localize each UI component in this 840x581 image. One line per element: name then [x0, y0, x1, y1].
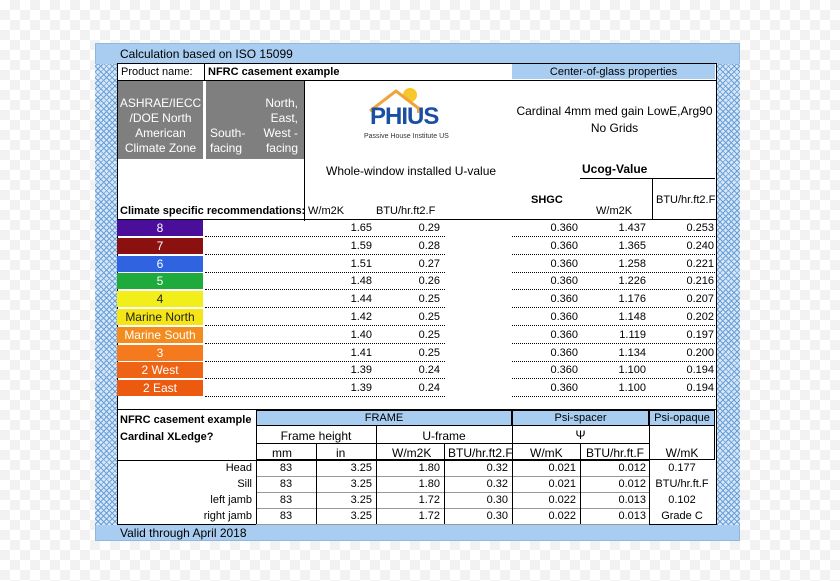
unit-ucog-wm2k: W/m2K — [596, 205, 633, 217]
row-separator — [205, 307, 445, 308]
frame-height-label: Frame height — [280, 429, 352, 443]
zone-ucog-ip: 0.207 — [686, 293, 714, 305]
frame-mm: 83 — [279, 462, 293, 474]
psi-opaque-value: 0.177 — [668, 462, 696, 474]
psi-si: 0.021 — [548, 478, 576, 490]
row-separator — [512, 272, 715, 273]
col-wmk-opaque: W/mK — [665, 446, 699, 460]
row-separator — [205, 361, 445, 362]
frame-column-divider — [649, 460, 650, 524]
other-facing-label: North, East, West - facing — [263, 96, 298, 155]
zone-u-ip: 0.29 — [418, 222, 440, 234]
zone-u-ip: 0.25 — [418, 329, 440, 341]
zone-label: 4 — [117, 291, 203, 307]
zone-shgc: 0.360 — [550, 240, 578, 252]
frame-title-2: Cardinal XLedge? — [120, 431, 214, 443]
frame-row-separator — [256, 524, 649, 525]
frame-in: 3.25 — [350, 462, 372, 474]
zone-ucog-si: 1.176 — [618, 293, 646, 305]
zone-u-si: 1.51 — [350, 258, 372, 270]
psi-si: 0.022 — [548, 494, 576, 506]
zone-ucog-si: 1.258 — [618, 258, 646, 270]
frame-row-separator — [256, 492, 649, 493]
zone-u-ip: 0.28 — [418, 240, 440, 252]
zone-shgc: 0.360 — [550, 258, 578, 270]
left-border-pattern — [95, 64, 118, 525]
frame-u-ip: 0.32 — [486, 462, 508, 474]
phius-logo — [366, 85, 458, 145]
frame-row-separator — [256, 476, 649, 477]
zone-ucog-si: 1.437 — [618, 222, 646, 234]
unit-wm2k: W/m2K — [308, 205, 345, 217]
zone-u-ip: 0.24 — [418, 364, 440, 376]
frame-column-divider — [316, 460, 317, 524]
right-border-pattern — [717, 64, 740, 525]
row-separator — [512, 236, 715, 237]
frame-column-divider — [580, 460, 581, 524]
zone-label: 2 East — [117, 380, 203, 396]
psi-si: 0.021 — [548, 462, 576, 474]
zone-label: 7 — [117, 238, 203, 254]
col-wm2k: W/m2K — [392, 446, 432, 460]
row-separator — [512, 254, 715, 255]
center-of-glass-title: Center-of-glass properties — [549, 66, 678, 78]
frame-u-si: 1.72 — [418, 494, 440, 506]
zone-u-si: 1.39 — [350, 382, 372, 394]
zone-ucog-ip: 0.197 — [686, 329, 714, 341]
psi-ip: 0.013 — [618, 510, 646, 522]
frame-mm: 83 — [279, 494, 293, 506]
zone-shgc: 0.360 — [550, 364, 578, 376]
zone-shgc: 0.360 — [550, 222, 578, 234]
frame-in: 3.25 — [350, 510, 372, 522]
zone-label: 6 — [117, 256, 203, 272]
zone-label: 3 — [117, 345, 203, 361]
row-separator — [205, 325, 445, 326]
zone-u-si: 1.59 — [350, 240, 372, 252]
row-separator — [205, 272, 445, 273]
frame-u-ip: 0.30 — [486, 494, 508, 506]
zone-label: Marine North — [117, 309, 203, 325]
row-separator — [512, 307, 715, 308]
row-separator — [205, 343, 445, 344]
frame-in: 3.25 — [350, 478, 372, 490]
zone-ucog-ip: 0.194 — [686, 364, 714, 376]
zone-shgc: 0.360 — [550, 382, 578, 394]
frame-row-label: Head — [225, 462, 252, 474]
frame-row-label: Sill — [237, 478, 252, 490]
row-separator — [512, 361, 715, 362]
product-label: Product name: — [121, 66, 193, 78]
row-separator — [512, 289, 715, 290]
psi-spacer-header: Psi-spacer — [554, 412, 607, 424]
frame-row-label: right jamb — [203, 510, 252, 522]
zone-label: 8 — [117, 220, 203, 236]
psi-ip: 0.012 — [618, 478, 646, 490]
row-separator — [205, 236, 445, 237]
zone-u-si: 1.41 — [350, 347, 372, 359]
unit-shgc: SHGC — [531, 194, 563, 206]
zone-shgc: 0.360 — [550, 293, 578, 305]
glazing-line-1: Cardinal 4mm med gain LowE,Arg90 — [516, 104, 713, 118]
psi-opaque-value: BTU/hr.ft.F — [655, 478, 709, 490]
zone-label: Marine South — [117, 327, 203, 343]
zone-u-si: 1.48 — [350, 275, 372, 287]
psi-opaque-header: Psi-opaque — [654, 412, 710, 424]
frame-u-si: 1.80 — [418, 478, 440, 490]
frame-u-ip: 0.30 — [486, 510, 508, 522]
frame-column-divider — [376, 460, 377, 524]
zone-u-ip: 0.25 — [418, 293, 440, 305]
zone-ucog-ip: 0.200 — [686, 347, 714, 359]
zone-ucog-si: 1.226 — [618, 275, 646, 287]
frame-row-label: left jamb — [210, 494, 252, 506]
product-name: NFRC casement example — [208, 66, 340, 78]
zone-u-ip: 0.27 — [418, 258, 440, 270]
psi-ip: 0.012 — [618, 462, 646, 474]
zone-ucog-si: 1.119 — [619, 329, 646, 341]
frame-column-divider — [512, 460, 513, 524]
ucog-label: Ucog-Value — [582, 162, 648, 176]
zone-shgc: 0.360 — [550, 311, 578, 323]
zone-label: 2 West — [117, 362, 203, 378]
zone-ucog-si: 1.100 — [618, 382, 646, 394]
col-btu: BTU/hr.ft2.F — [448, 446, 513, 460]
zone-u-si: 1.65 — [350, 222, 372, 234]
zone-ucog-ip: 0.194 — [686, 382, 714, 394]
zone-ucog-si: 1.365 — [618, 240, 646, 252]
psi-opaque-value: Grade C — [661, 510, 703, 522]
row-separator — [205, 396, 445, 397]
zone-ucog-si: 1.134 — [618, 347, 646, 359]
zone-ucog-ip: 0.221 — [686, 258, 714, 270]
glazing-line-2: No Grids — [590, 121, 639, 135]
zone-ucog-ip: 0.216 — [686, 275, 714, 287]
zone-ucog-si: 1.100 — [618, 364, 646, 376]
zone-shgc: 0.360 — [550, 275, 578, 287]
psi-ip: 0.013 — [618, 494, 646, 506]
zone-u-ip: 0.26 — [418, 275, 440, 287]
frame-title-1: NFRC casement example — [120, 414, 252, 426]
zone-label: 5 — [117, 273, 203, 289]
zone-u-si: 1.44 — [350, 293, 372, 305]
logo-text: PHIUS — [370, 103, 439, 130]
col-btu-ft: BTU/hr.ft.F — [586, 446, 645, 460]
row-separator — [512, 325, 715, 326]
frame-u-si: 1.80 — [418, 462, 440, 474]
zone-u-si: 1.39 — [350, 364, 372, 376]
zone-u-si: 1.42 — [350, 311, 372, 323]
psi-opaque-value: 0.102 — [668, 494, 696, 506]
frame-u-ip: 0.32 — [486, 478, 508, 490]
frame-column-divider — [256, 460, 257, 524]
frame-in: 3.25 — [350, 494, 372, 506]
header-note: Calculation based on ISO 15099 — [120, 47, 293, 61]
col-mm: mm — [272, 446, 292, 460]
climate-zone-label: ASHRAE/IECC /DOE North American Climate Zone — [119, 96, 202, 155]
row-separator — [205, 254, 445, 255]
climate-rec-label: Climate specific recommendations: — [120, 205, 306, 217]
psi-symbol: Ψ — [575, 428, 586, 442]
south-facing-label: South-facing — [210, 126, 246, 155]
unit-btu: BTU/hr.ft2.F — [376, 205, 436, 217]
frame-column-divider — [444, 460, 445, 524]
zone-ucog-ip: 0.253 — [686, 222, 714, 234]
zone-u-ip: 0.25 — [418, 347, 440, 359]
zone-ucog-si: 1.148 — [618, 311, 646, 323]
row-separator — [512, 343, 715, 344]
col-wmk: W/mK — [530, 446, 563, 460]
zone-shgc: 0.360 — [550, 347, 578, 359]
row-separator — [205, 378, 445, 379]
row-separator — [512, 396, 715, 397]
whole-window-label: Whole-window installed U-value — [326, 164, 497, 178]
unit-ucog-btu: BTU/hr.ft2.F — [656, 194, 716, 206]
frame-u-si: 1.72 — [418, 510, 440, 522]
zone-ucog-ip: 0.240 — [686, 240, 714, 252]
zone-ucog-ip: 0.202 — [686, 311, 714, 323]
row-separator — [205, 289, 445, 290]
zone-shgc: 0.360 — [550, 329, 578, 341]
footer-note: Valid through April 2018 — [120, 526, 247, 540]
logo-subtitle: Passive House Institute US — [364, 133, 449, 140]
frame-row-separator — [256, 508, 649, 509]
zone-u-si: 1.40 — [350, 329, 372, 341]
u-frame-label: U-frame — [422, 429, 466, 443]
col-in: in — [336, 446, 346, 460]
zone-u-ip: 0.24 — [418, 382, 440, 394]
frame-mm: 83 — [279, 510, 293, 522]
frame-mm: 83 — [279, 478, 293, 490]
row-separator — [512, 378, 715, 379]
psi-si: 0.022 — [548, 510, 576, 522]
frame-header: FRAME — [364, 412, 404, 424]
zone-u-ip: 0.25 — [418, 311, 440, 323]
